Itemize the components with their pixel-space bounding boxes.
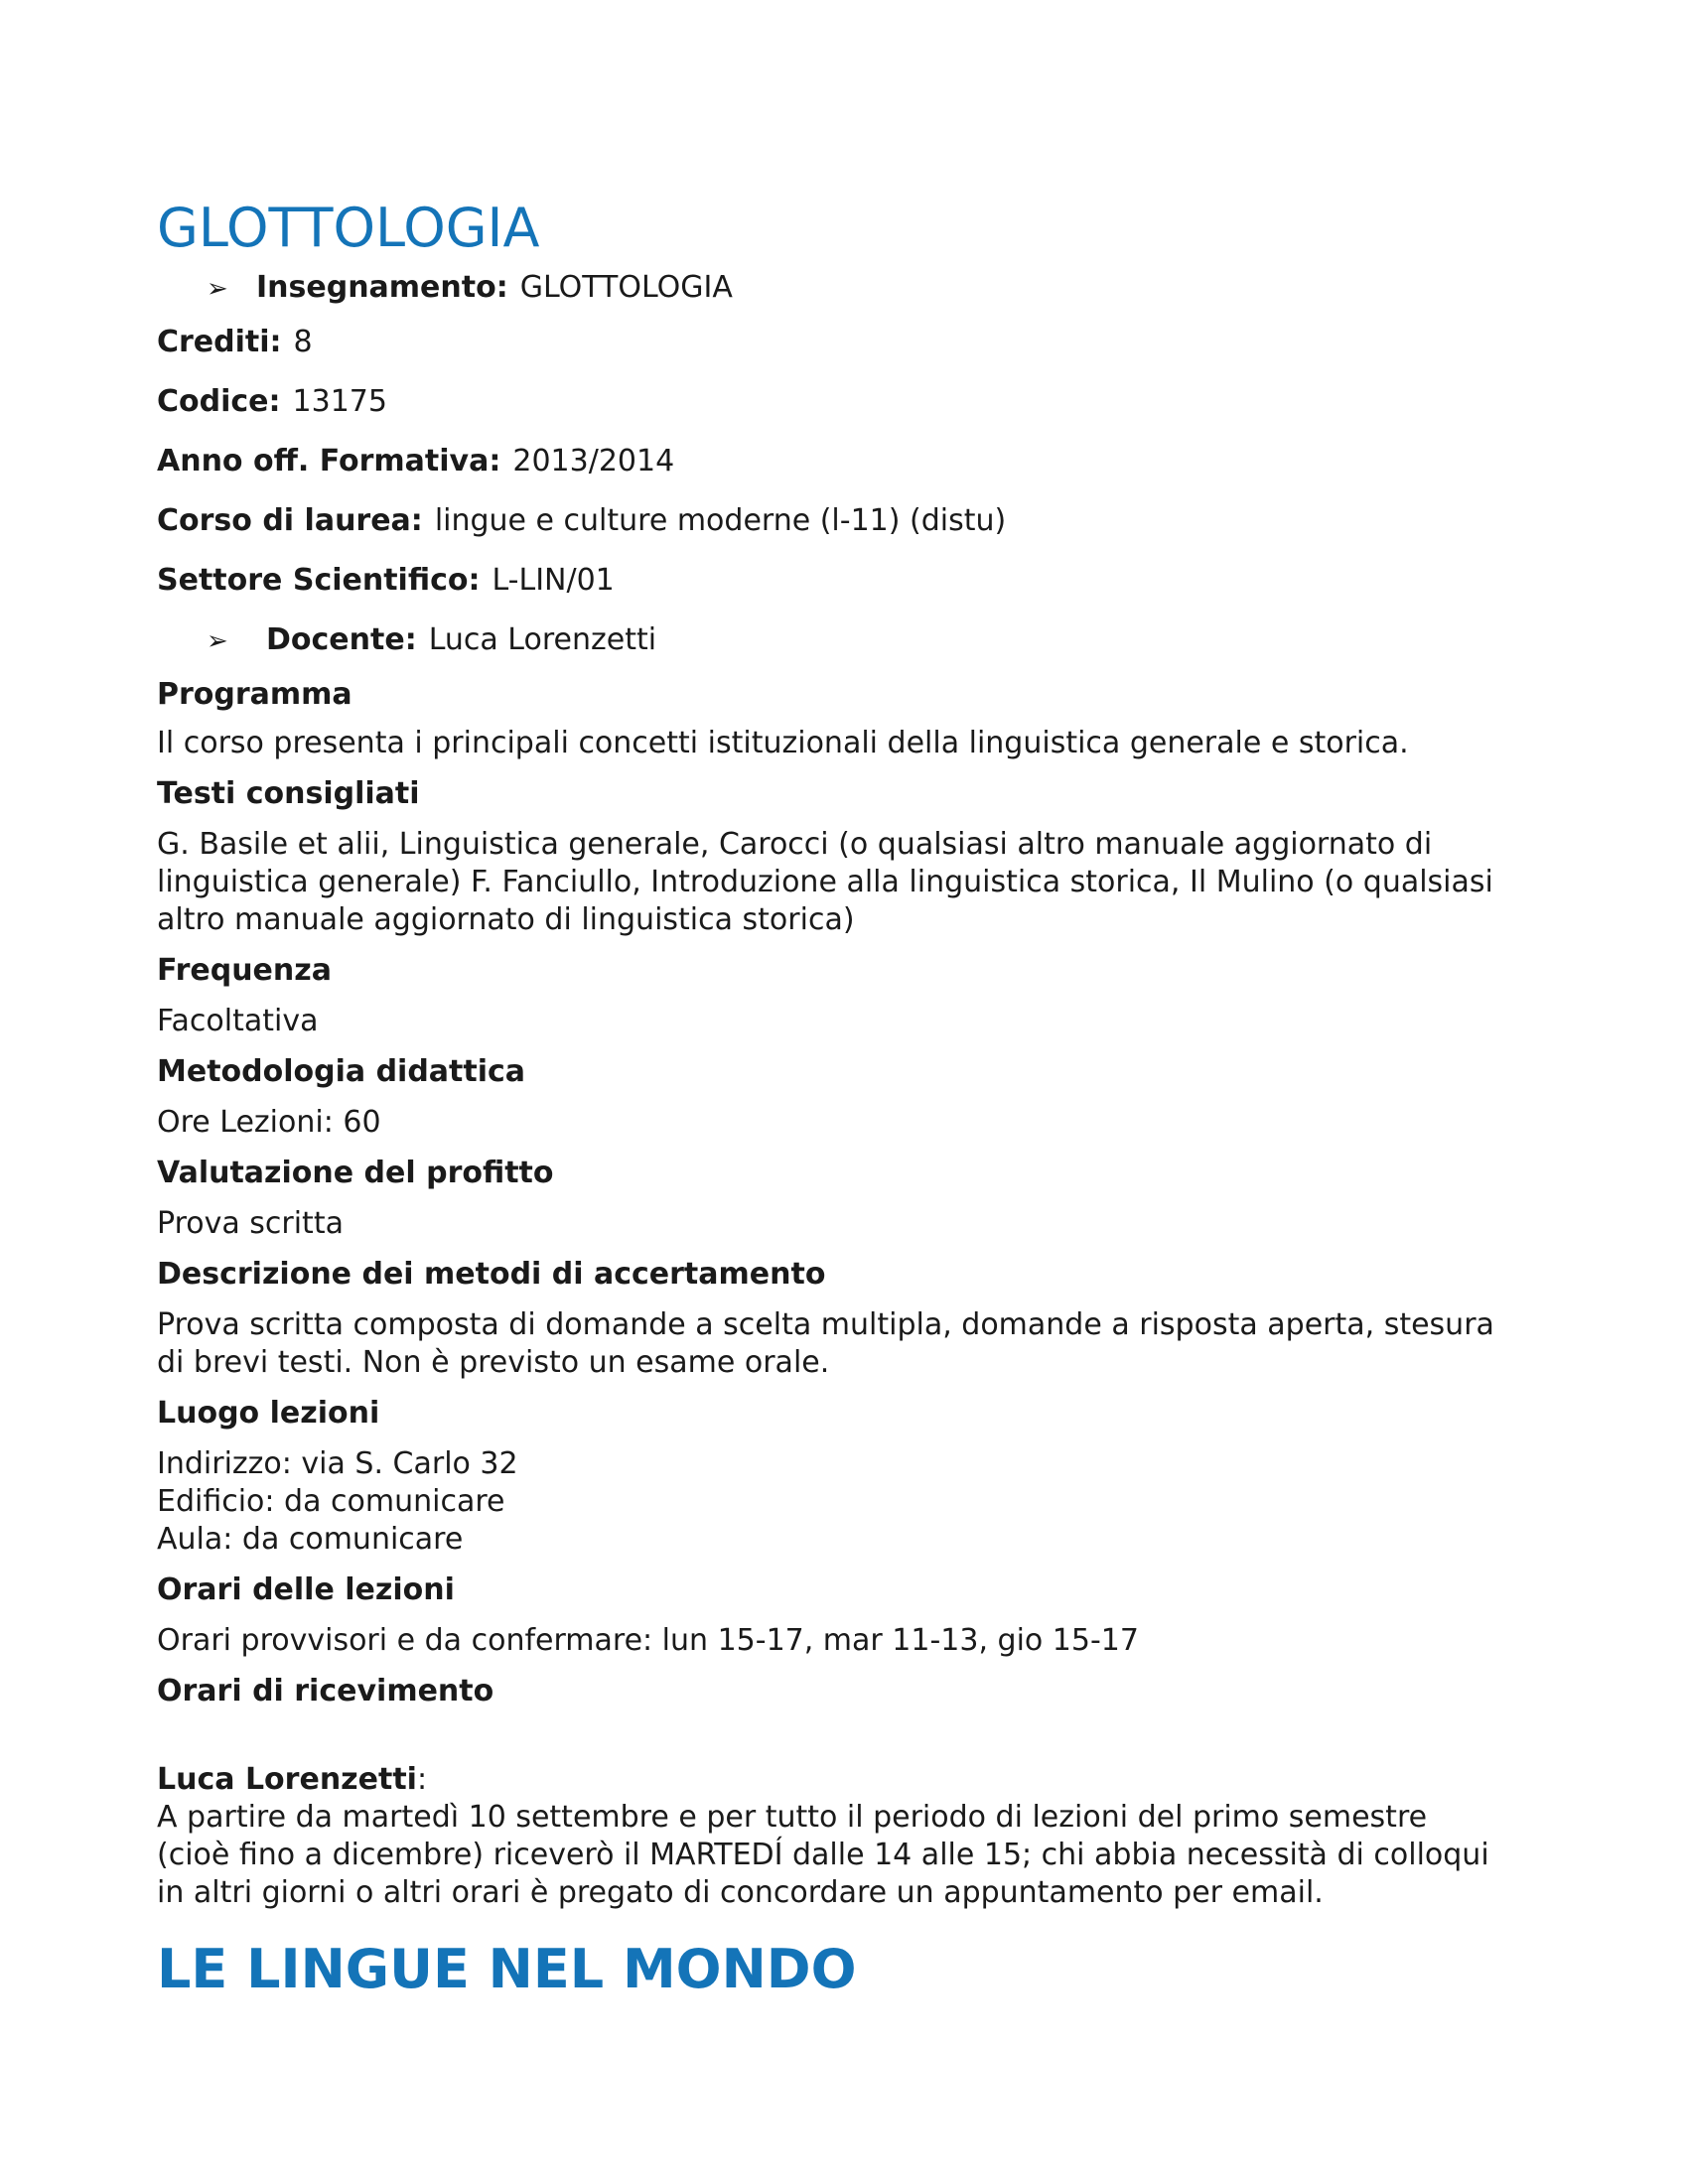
field-label: Docente: bbox=[266, 622, 417, 657]
document-page bbox=[157, 189, 1547, 1912]
field-value: 2013/2014 bbox=[512, 444, 675, 478]
section-heading-testi: Testi consigliati bbox=[157, 776, 420, 811]
field-value: L-LIN/01 bbox=[492, 563, 615, 598]
ricevimento-docente bbox=[157, 1761, 1547, 1799]
field-value: 13175 bbox=[292, 384, 387, 419]
text-line: Aula: da comunicare bbox=[157, 1522, 464, 1557]
field-value: GLOTTOLOGIA bbox=[519, 270, 733, 305]
section-text-programma: Il corso presenta i principali concetti istituzionali della linguistica generale e storica. bbox=[157, 726, 1409, 760]
text-line: Indirizzo: via S. Carlo 32 bbox=[157, 1446, 518, 1481]
field-label: Corso di laurea: bbox=[157, 503, 423, 538]
text-line: G. Basile et alii, Linguistica generale, Carocci (o qualsiasi altro manuale aggiornato di bbox=[157, 827, 1433, 862]
colon: : bbox=[416, 1762, 428, 1797]
docente-name: Luca Lorenzetti bbox=[157, 1762, 417, 1797]
section-text-metodologia: Ore Lezioni: 60 bbox=[157, 1105, 381, 1140]
section-heading-ricevimento: Orari di ricevimento bbox=[157, 1674, 494, 1708]
arrow-bullet-icon: ➢ bbox=[207, 626, 228, 656]
field-anno bbox=[157, 442, 1547, 481]
text-line: (cioè fino a dicembre) riceverò il MARTEDÍ dalle 14 alle 15; chi abbia necessità di colloqui bbox=[157, 1838, 1489, 1872]
field-label: Crediti: bbox=[157, 325, 282, 359]
section-text-orari: Orari provvisori e da confermare: lun 15-17, mar 11-13, gio 15-17 bbox=[157, 1623, 1139, 1658]
field-value: Luca Lorenzetti bbox=[428, 622, 657, 657]
section-heading-metodologia: Metodologia didattica bbox=[157, 1054, 526, 1089]
field-insegnamento bbox=[157, 268, 1547, 309]
text-line: di brevi testi. Non è previsto un esame orale. bbox=[157, 1345, 830, 1380]
next-section-title: LE LINGUE NEL MONDO bbox=[157, 1938, 857, 2000]
field-value: lingue e culture moderne (l-11) (distu) bbox=[434, 503, 1007, 538]
section-heading-programma: Programma bbox=[157, 677, 352, 712]
field-value: 8 bbox=[293, 325, 313, 359]
text-line: linguistica generale) F. Fanciullo, Introduzione alla linguistica storica, Il Mulino (o qualsiasi bbox=[157, 865, 1493, 899]
text-line: A partire da martedì 10 settembre e per tutto il periodo di lezioni del primo semestre bbox=[157, 1800, 1428, 1835]
section-heading-frequenza: Frequenza bbox=[157, 953, 332, 988]
field-label: Settore Scientifico: bbox=[157, 563, 481, 598]
field-label: Codice: bbox=[157, 384, 281, 419]
field-label: Insegnamento: bbox=[256, 270, 508, 305]
field-settore bbox=[157, 561, 1547, 601]
page-title: GLOTTOLOGIA bbox=[157, 197, 540, 259]
section-text-luogo bbox=[157, 1445, 1547, 1559]
arrow-bullet-icon: ➢ bbox=[207, 274, 228, 304]
section-heading-luogo: Luogo lezioni bbox=[157, 1396, 380, 1431]
section-text-testi bbox=[157, 826, 1547, 939]
field-label: Anno off. Formativa: bbox=[157, 444, 501, 478]
section-text-frequenza: Facoltativa bbox=[157, 1004, 319, 1038]
section-text-descrizione bbox=[157, 1306, 1547, 1382]
text-line: altro manuale aggiornato di linguistica storica) bbox=[157, 902, 855, 937]
section-heading-orari: Orari delle lezioni bbox=[157, 1572, 455, 1607]
text-line: Edificio: da comunicare bbox=[157, 1484, 505, 1519]
field-crediti bbox=[157, 323, 1547, 362]
text-line: Prova scritta composta di domande a scelta multipla, domande a risposta aperta, stesura bbox=[157, 1307, 1494, 1342]
section-heading-descrizione: Descrizione dei metodi di accertamento bbox=[157, 1257, 826, 1292]
field-corso bbox=[157, 501, 1547, 541]
section-heading-valutazione: Valutazione del profitto bbox=[157, 1156, 554, 1190]
section-text-valutazione: Prova scritta bbox=[157, 1206, 344, 1241]
text-line: in altri giorni o altri orari è pregato di concordare un appuntamento per email. bbox=[157, 1875, 1324, 1910]
section-text-ricevimento bbox=[157, 1799, 1547, 1912]
field-docente bbox=[157, 620, 1547, 661]
field-codice bbox=[157, 382, 1547, 422]
